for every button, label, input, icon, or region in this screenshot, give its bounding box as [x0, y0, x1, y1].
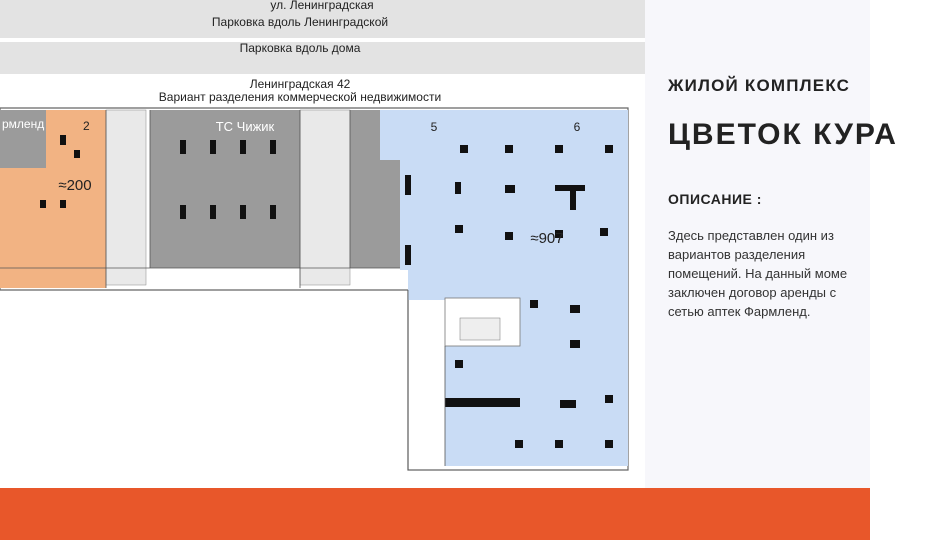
- plan-subtitle: Вариант разделения коммерческой недвижимости: [158, 90, 442, 104]
- description-heading: ОПИСАНИЕ :: [668, 191, 762, 207]
- complex-label: ЖИЛОЙ КОМПЛЕКС: [668, 76, 851, 95]
- parking-street: Парковка вдоль Ленинградской: [211, 15, 389, 29]
- unit-2-area: [46, 110, 106, 288]
- plan-title: Ленинградская 42: [249, 77, 351, 91]
- description-line: Здесь представлен один из: [668, 228, 834, 243]
- unit-6-label: 6: [573, 120, 581, 134]
- core-lift: [460, 318, 500, 340]
- info-panel: [645, 0, 898, 488]
- bottom-accent-band: [0, 488, 870, 540]
- unit-2-label: 2: [83, 119, 90, 133]
- unit-3-label: ТС Чижик: [215, 119, 275, 134]
- description-line: заключен договор аренды с: [668, 285, 837, 300]
- unit-1-lower: [0, 168, 46, 288]
- stairwell-a: [106, 110, 146, 285]
- stairwell-b: [300, 110, 350, 285]
- unit-6-area-label: ≈907: [530, 230, 564, 247]
- description-line: сетью аптек Фармленд.: [668, 304, 811, 319]
- description-line: помещений. На данный моме: [668, 266, 848, 281]
- description-body: [668, 226, 928, 321]
- complex-name: ЦВЕТОК КУРА: [668, 118, 898, 151]
- description-line: вариантов разделения: [668, 247, 806, 262]
- unit-1-label: рмленд: [2, 117, 45, 131]
- street-name: ул. Ленинградская: [270, 0, 374, 12]
- unit-2-area-label: ≈200: [58, 177, 92, 194]
- unit-5-label: 5: [430, 120, 438, 134]
- parking-house: Парковка вдоль дома: [239, 41, 361, 55]
